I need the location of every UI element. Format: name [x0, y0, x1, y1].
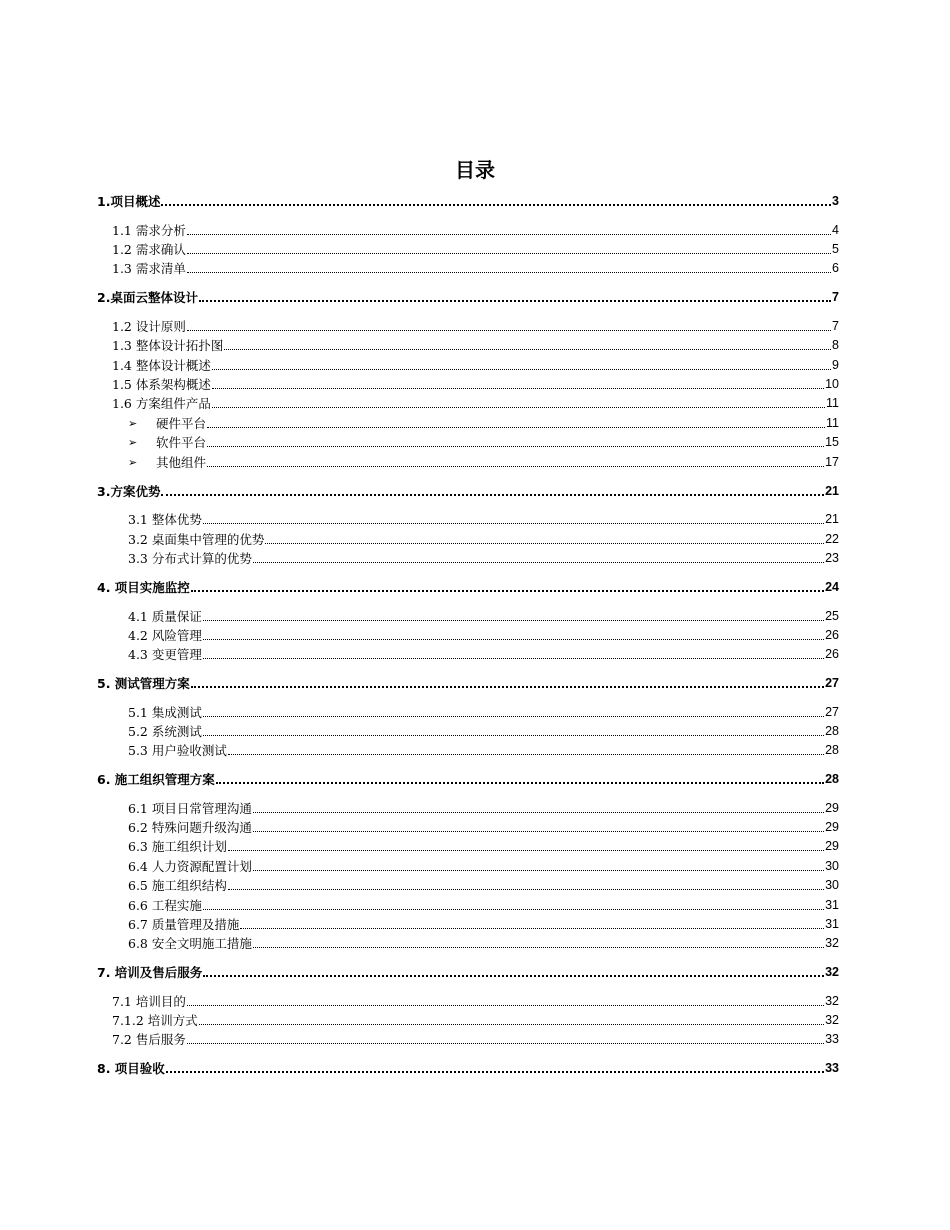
toc-entry[interactable] — [112, 336, 839, 353]
dot-leader — [203, 522, 824, 524]
toc-entry-label: 8. 项目验收 — [97, 1061, 165, 1076]
dot-leader — [187, 1004, 824, 1006]
toc-entry-label: 1.5 体系架构概述 — [112, 377, 211, 392]
toc-entry-label: 5.1 集成测试 — [128, 705, 202, 720]
toc-entry-label: 6.8 安全文明施工措施 — [128, 936, 252, 951]
dot-leader — [161, 203, 831, 206]
toc-entry-label: 6.4 人力资源配置计划 — [128, 859, 252, 874]
toc-entry-page-number: 3 — [832, 194, 839, 208]
toc-entry-label: 1.2 需求确认 — [112, 242, 186, 257]
toc-entry[interactable] — [112, 375, 839, 392]
toc-entry-label: 4.3 变更管理 — [128, 647, 202, 662]
dot-leader — [166, 1070, 824, 1073]
dot-leader — [203, 974, 824, 977]
toc-entry-page-number: 8 — [832, 338, 839, 352]
toc-entry-page-number: 29 — [825, 801, 839, 815]
toc-entry[interactable] — [128, 703, 839, 720]
toc-entry[interactable] — [112, 259, 839, 276]
toc-entry-page-number: 10 — [825, 377, 839, 391]
toc-entry-page-number: 15 — [825, 435, 839, 449]
toc-entry-page-number: 6 — [832, 261, 839, 275]
toc-entry[interactable] — [97, 482, 839, 499]
toc-entry-label: 3.2 桌面集中管理的优势 — [128, 532, 265, 547]
toc-entry-page-number: 30 — [825, 859, 839, 873]
dot-leader — [187, 271, 831, 273]
toc-entry-label: 7. 培训及售后服务 — [97, 965, 203, 980]
dot-leader — [253, 561, 824, 563]
toc-entry-label: 1.3 整体设计拓扑图 — [112, 338, 224, 353]
toc-entry-page-number: 32 — [825, 1013, 839, 1027]
toc-entry[interactable] — [128, 626, 839, 643]
toc-entry-label: 6.3 施工组织计划 — [128, 839, 227, 854]
toc-entry[interactable] — [97, 578, 839, 595]
dot-leader — [253, 830, 824, 832]
dot-leader — [212, 387, 824, 389]
toc-entry-label: 6. 施工组织管理方案 — [97, 772, 215, 787]
dot-leader — [207, 426, 825, 428]
dot-leader — [187, 233, 831, 235]
toc-entry[interactable] — [112, 992, 839, 1009]
toc-entry-page-number: 27 — [825, 705, 839, 719]
dot-leader — [187, 252, 831, 254]
toc-entry-label: 5.3 用户验收测试 — [128, 743, 227, 758]
toc-entry[interactable] — [128, 607, 839, 624]
dot-leader — [212, 368, 831, 370]
toc-entry[interactable] — [112, 394, 839, 411]
toc-entry-page-number: 7 — [832, 319, 839, 333]
toc-entry[interactable] — [128, 741, 839, 758]
toc-entry-page-number: 28 — [825, 743, 839, 757]
toc-entry-page-number: 32 — [825, 936, 839, 950]
toc-entry-label: 1.6 方案组件产品 — [112, 396, 211, 411]
dot-leader — [203, 734, 824, 736]
toc-entry-page-number: 31 — [825, 898, 839, 912]
toc-entry[interactable] — [97, 770, 839, 787]
toc-entry[interactable] — [112, 356, 839, 373]
toc-entry-page-number: 21 — [825, 484, 839, 498]
toc-entry[interactable] — [128, 414, 839, 431]
arrow-bullet-icon: ➢ — [128, 456, 138, 469]
dot-leader — [216, 781, 824, 784]
toc-entry-page-number: 24 — [825, 580, 839, 594]
toc-entry[interactable] — [112, 1030, 839, 1047]
dot-leader — [228, 888, 824, 890]
toc-entry-label: 6.2 特殊问题升级沟通 — [128, 820, 252, 835]
toc-entry-page-number: 29 — [825, 839, 839, 853]
dot-leader — [207, 465, 824, 467]
toc-entry-page-number: 23 — [825, 551, 839, 565]
toc-entry[interactable] — [97, 288, 839, 305]
toc-entry-page-number: 30 — [825, 878, 839, 892]
toc-entry-label: 6.7 质量管理及措施 — [128, 917, 240, 932]
toc-entry-label: 软件平台 — [156, 435, 207, 450]
toc-entry[interactable] — [128, 453, 839, 470]
toc-entry[interactable] — [112, 317, 839, 334]
toc-entry-label: 7.1.2 培训方式 — [112, 1013, 198, 1028]
toc-entry[interactable] — [97, 192, 839, 209]
toc-entry-label: 3.3 分布式计算的优势 — [128, 551, 252, 566]
dot-leader — [207, 445, 824, 447]
toc-entry-page-number: 29 — [825, 820, 839, 834]
toc-entry[interactable] — [128, 722, 839, 739]
toc-entry[interactable] — [128, 876, 839, 893]
toc-entry-label: 1.3 需求清单 — [112, 261, 186, 276]
toc-entry[interactable] — [128, 818, 839, 835]
toc-entry[interactable] — [128, 837, 839, 854]
dot-leader — [253, 869, 824, 871]
dot-leader — [203, 715, 824, 717]
toc-entry[interactable] — [112, 221, 839, 238]
toc-entry-page-number: 31 — [825, 917, 839, 931]
toc-entry[interactable] — [128, 799, 839, 816]
toc-entry-label: 6.6 工程实施 — [128, 898, 202, 913]
dot-leader — [253, 946, 824, 948]
toc-entry-page-number: 25 — [825, 609, 839, 623]
toc-entry[interactable] — [128, 915, 839, 932]
dot-leader — [191, 589, 824, 592]
dot-leader — [161, 493, 824, 496]
toc-entry-label: 3.1 整体优势 — [128, 512, 202, 527]
toc-entry-page-number: 28 — [825, 772, 839, 786]
toc-entry[interactable] — [128, 896, 839, 913]
toc-entry-page-number: 27 — [825, 676, 839, 690]
toc-entry-label: 7.1 培训目的 — [112, 994, 186, 1009]
toc-entry-label: 2.桌面云整体设计 — [97, 290, 198, 305]
toc-entry[interactable] — [97, 963, 839, 980]
toc-entry[interactable] — [128, 530, 839, 547]
dot-leader — [203, 638, 824, 640]
toc-entry-label: 4. 项目实施监控 — [97, 580, 190, 595]
dot-leader — [199, 1023, 824, 1025]
dot-leader — [212, 406, 825, 408]
toc-entry-page-number: 26 — [825, 628, 839, 642]
toc-entry-label: 5.2 系统测试 — [128, 724, 202, 739]
dot-leader — [224, 348, 831, 350]
toc-entry-label: 7.2 售后服务 — [112, 1032, 186, 1047]
toc-entry-page-number: 5 — [832, 242, 839, 256]
toc-entry-page-number: 33 — [825, 1032, 839, 1046]
toc-entry-page-number: 22 — [825, 532, 839, 546]
dot-leader — [265, 542, 824, 544]
toc-entry[interactable] — [128, 934, 839, 951]
arrow-bullet-icon: ➢ — [128, 436, 138, 449]
toc-entry-page-number: 28 — [825, 724, 839, 738]
toc-entry-page-number: 17 — [825, 455, 839, 469]
toc-entry-page-number: 11 — [826, 416, 839, 430]
toc-entry-label: 4.2 风险管理 — [128, 628, 202, 643]
dot-leader — [187, 329, 831, 331]
dot-leader — [240, 927, 824, 929]
toc-entry-page-number: 32 — [825, 965, 839, 979]
toc-entry-page-number: 11 — [826, 396, 839, 410]
dot-leader — [228, 849, 824, 851]
dot-leader — [253, 811, 824, 813]
toc-entry-label: 6.5 施工组织结构 — [128, 878, 227, 893]
toc-entry-label: 6.1 项目日常管理沟通 — [128, 801, 252, 816]
toc-entry[interactable] — [128, 549, 839, 566]
toc-entry-page-number: 33 — [825, 1061, 839, 1075]
toc-entry-page-number: 7 — [832, 290, 839, 304]
toc-entry[interactable] — [128, 510, 839, 527]
toc-title: 目录 — [455, 158, 495, 182]
toc-entry[interactable] — [128, 433, 839, 450]
toc-entry[interactable] — [128, 645, 839, 662]
toc-entry-label: 1.1 需求分析 — [112, 223, 186, 238]
toc-entry-page-number: 4 — [832, 223, 839, 237]
toc-entry-label: 1.项目概述 — [97, 194, 161, 209]
toc-entry-label: 3.方案优势 — [97, 484, 161, 499]
toc-entry[interactable] — [112, 240, 839, 257]
dot-leader — [199, 299, 831, 302]
arrow-bullet-icon: ➢ — [128, 417, 138, 430]
toc-entry-label: 其他组件 — [156, 455, 207, 470]
toc-entry-label: 1.4 整体设计概述 — [112, 358, 211, 373]
dot-leader — [187, 1042, 824, 1044]
toc-entry-page-number: 21 — [825, 512, 839, 526]
toc-entry-label: 硬件平台 — [156, 416, 207, 431]
dot-leader — [203, 657, 824, 659]
toc-entry-page-number: 32 — [825, 994, 839, 1008]
dot-leader — [228, 753, 824, 755]
dot-leader — [203, 619, 824, 621]
dot-leader — [203, 908, 824, 910]
toc-entry[interactable] — [128, 857, 839, 874]
toc-entry[interactable] — [97, 1059, 839, 1076]
toc-entry-page-number: 26 — [825, 647, 839, 661]
toc-entry[interactable] — [112, 1011, 839, 1028]
toc-entry-label: 1.2 设计原则 — [112, 319, 186, 334]
toc-entry-page-number: 9 — [832, 358, 839, 372]
toc-entry[interactable] — [97, 674, 839, 691]
toc-entry-label: 4.1 质量保证 — [128, 609, 202, 624]
toc-entry-label: 5. 测试管理方案 — [97, 676, 190, 691]
dot-leader — [191, 685, 824, 688]
